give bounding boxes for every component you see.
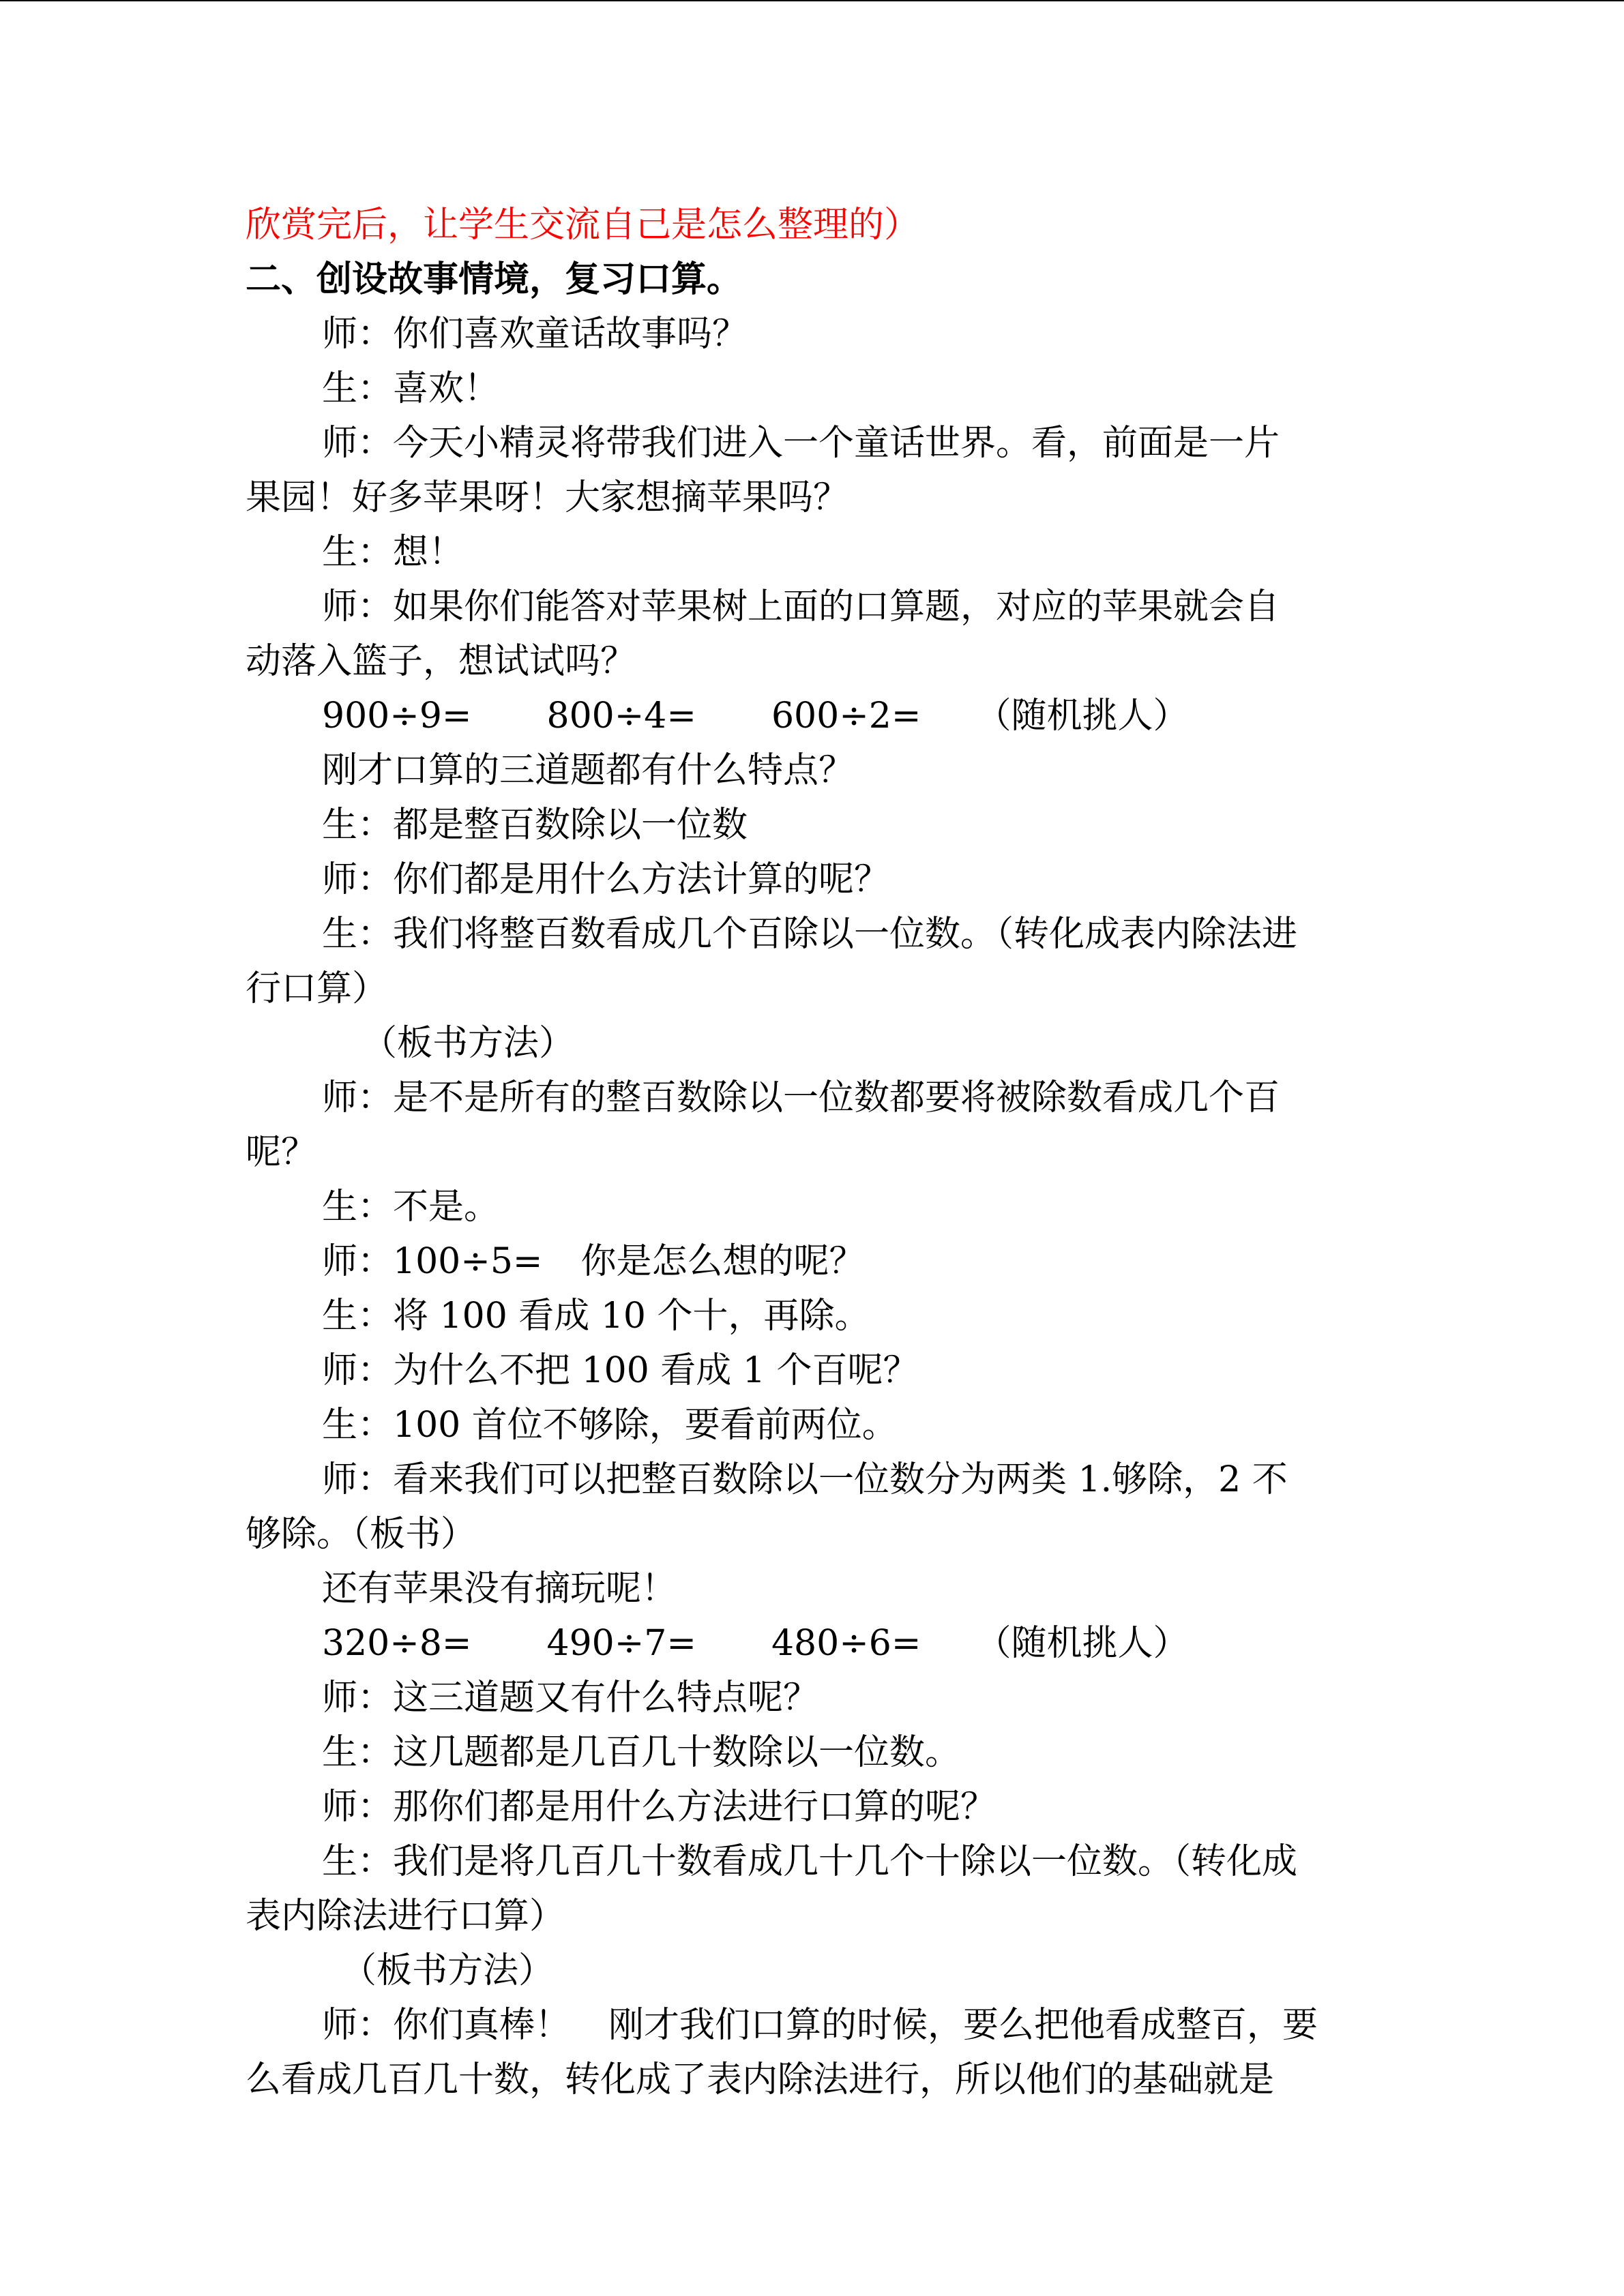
math-problem: 490÷7=: [546, 1623, 696, 1664]
dialogue-text: 刚才我们口算的时候，要么把他看成整百，要: [608, 2005, 1318, 2046]
dialogue-line-continued: 动落入篮子，想试试吗？: [246, 641, 636, 682]
dialogue-line: 还有苹果没有摘玩呢！: [322, 1568, 677, 1609]
document-page: [246, 198, 1378, 2107]
math-problems-line: [246, 1616, 1378, 1671]
dialogue-line: [246, 1998, 1378, 2053]
dialogue-line: 生：喜欢！: [322, 368, 500, 409]
dialogue-line-continued: 够除。（板书）: [246, 1514, 477, 1555]
dialogue-line-continued: 么看成几百几十数，转化成了表内除法进行，所以他们的基础就是: [246, 2059, 1275, 2100]
dialogue-line: 师：这三道题又有什么特点呢？: [322, 1678, 819, 1718]
dialogue-line: 刚才口算的三道题都有什么特点？: [322, 750, 855, 791]
dialogue-line: 生：都是整百数除以一位数: [322, 805, 748, 846]
dialogue-line: 师：你们都是用什么方法计算的呢？: [322, 859, 890, 900]
math-problem: 800÷4=: [546, 696, 696, 736]
dialogue-line: 师：你们喜欢童话故事吗？: [322, 314, 748, 355]
dialogue-line: 生：想！: [322, 532, 464, 573]
math-problem: 900÷9=: [322, 696, 472, 736]
section-heading: 二、创设故事情境，复习口算。: [246, 258, 743, 300]
dialogue-line: 师：是不是所有的整百数除以一位数都要将被除数看成几个百: [322, 1077, 1280, 1118]
dialogue-line: 师：如果你们能答对苹果树上面的口算题，对应的苹果就会自: [322, 586, 1280, 627]
dialogue-line-continued: 行口算）: [246, 968, 388, 1009]
board-note: （板书方法）: [361, 1023, 575, 1064]
dialogue-line: 师：今天小精灵将带我们进入一个童话世界。看，前面是一片: [322, 423, 1280, 464]
dialogue-line: 师：看来我们可以把整百数除以一位数分为两类 1.够除，2 不: [322, 1459, 1288, 1500]
top-border-line: [0, 0, 1624, 1]
dialogue-line: 生：100 首位不够除，要看前两位。: [322, 1405, 898, 1446]
math-problem: 师：100÷5=: [322, 1241, 543, 1282]
praise-text: 师：你们真棒！: [322, 2005, 571, 2046]
dialogue-line: 师：为什么不把 100 看成 1 个百呢？: [322, 1350, 919, 1391]
question-text: 你是怎么想的呢？: [580, 1241, 865, 1282]
paragraph-line: 欣赏完后，让学生交流自己是怎么整理的）: [246, 205, 920, 245]
dialogue-line-continued: 呢？: [246, 1132, 317, 1173]
dialogue-line: 生：我们是将几百几十数看成几十几个十除以一位数。（转化成: [322, 1841, 1298, 1882]
dialogue-line: [246, 1234, 1378, 1289]
dialogue-line-continued: 表内除法进行口算）: [246, 1896, 565, 1937]
board-note: （板书方法）: [341, 1950, 555, 1991]
dialogue-line: 生：我们将整百数看成几个百除以一位数。（转化成表内除法进: [322, 914, 1298, 955]
note-text: （随机挑人）: [975, 1623, 1189, 1664]
dialogue-line: 师：那你们都是用什么方法进行口算的呢？: [322, 1787, 996, 1828]
dialogue-line: 生：不是。: [322, 1187, 500, 1227]
math-problem: 320÷8=: [322, 1623, 472, 1664]
math-problem: 600÷2=: [771, 696, 921, 736]
math-problem: 480÷6=: [771, 1623, 921, 1664]
math-problems-line: [246, 689, 1378, 743]
dialogue-line: 生：将 100 看成 10 个十，再除。: [322, 1296, 870, 1337]
dialogue-line: 生：这几题都是几百几十数除以一位数。: [322, 1732, 961, 1773]
note-text: （随机挑人）: [975, 696, 1189, 736]
dialogue-line-continued: 果园！好多苹果呀！大家想摘苹果吗？: [246, 477, 849, 518]
